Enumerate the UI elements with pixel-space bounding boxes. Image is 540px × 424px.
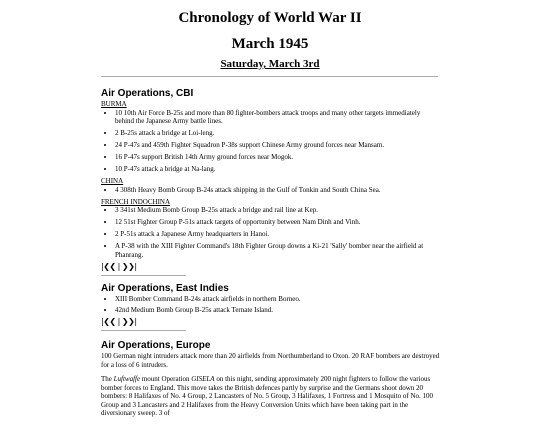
section-cbi	[101, 88, 441, 276]
section-divider	[101, 275, 186, 276]
europe-paragraph-1: 100 German night intruders attack more than 20 airfields from Northumberland to Oxon. 20 RAF bombers are destroyed for a loss of 6 intruders.	[101, 352, 440, 369]
list-item: • XIII Bomber Command B-24s attack airfields in northern Borneo.	[115, 295, 441, 304]
list-item: • 24 P-47s and 459th Fighter Squadron P-38s support Chinese Army ground forces near Mansam.	[115, 141, 441, 150]
page-title: Chronology of World War II	[178, 10, 362, 26]
section-divider	[101, 330, 186, 331]
nav-arrows	[101, 318, 441, 327]
section-heading-east-indies: Air Operations, East Indies	[101, 283, 229, 294]
list-burma	[101, 109, 441, 174]
section-heading-cbi: Air Operations, CBI	[101, 88, 194, 99]
list-item: • 4 308th Heavy Bomb Group B-24s attack shipping in the Gulf of Tonkin and South China Sea.	[115, 186, 441, 195]
prev-page-link[interactable]: ❮	[109, 317, 116, 326]
europe-p2-mid: mount Operation	[140, 375, 192, 383]
europe-paragraph-2	[101, 375, 441, 418]
nav-separator: |	[117, 262, 120, 271]
list-item: • 2 B-25s attack a bridge at Loi-leng.	[115, 129, 441, 138]
list-item: • 10 P-47s attack a bridge at Na-lang.	[115, 165, 441, 174]
list-item: • 2 P-51s attack a Japanese Army headquarters in Hanoi.	[115, 230, 441, 239]
luftwaffe-term: Luftwaffe	[113, 375, 141, 383]
first-page-link[interactable]: |❮	[101, 317, 110, 326]
top-divider	[101, 76, 438, 77]
next-page-link[interactable]: ❯	[121, 317, 129, 326]
nav-arrows	[101, 263, 441, 272]
operation-name: GISELA	[191, 375, 215, 383]
list-item: • 3 341st Medium Bomb Group B-25s attack a bridge and rail line at Kep.	[115, 206, 441, 215]
next-page-link[interactable]: ❯	[121, 262, 129, 271]
last-page-link[interactable]: ❯|	[128, 317, 137, 326]
list-indochina	[101, 206, 441, 259]
list-east-indies	[101, 295, 441, 314]
list-item: • 16 P-47s support British 14th Army ground forces near Mogok.	[115, 153, 441, 162]
last-page-link[interactable]: ❯|	[128, 262, 137, 271]
first-page-link[interactable]: |❮	[101, 262, 110, 271]
list-item: • A P-38 with the XIII Fighter Command's 18th Fighter Group downs a Ki-21 'Sally' bomber near the airfield at Phanrang.	[115, 242, 441, 259]
nav-separator: |	[117, 317, 120, 326]
list-item: • 42nd Medium Bomb Group B-25s attack Ternate Island.	[115, 306, 441, 315]
prev-page-link[interactable]: ❮	[109, 262, 116, 271]
section-heading-europe: Air Operations, Europe	[101, 340, 211, 351]
list-item: • 10 10th Air Force B-25s and more than 80 fighter-bombers attack troops and many other targets immediately behind the Japanese Army battle lines.	[115, 109, 441, 126]
europe-p2-prefix: The	[101, 375, 114, 383]
section-europe	[101, 340, 441, 424]
europe-p2-rest: on this night, sending approximately 200 night fighters to follow the various bomber forces to England. This move takes the British defences partly by surprise and the Germans shoot down 20 bombers: 8 Halifaxes of No. 4 Group, 2 Lancasters of No. 5 Group, 3 Halifaxes, 1 Fortress and 1 Mosquito of No. 100 Group and 3 Lancasters and 2 Halifaxes from the Heavy Conversion Units which have been taking part in the diversionary sweep. 3 of	[101, 375, 434, 417]
section-east-indies	[101, 283, 441, 331]
list-item: • 12 51st Fighter Group P-51s attack targets of opportunity between Nam Dinh and Vinh.	[115, 218, 441, 227]
list-china	[101, 186, 441, 195]
region-french-indochina: FRENCH INDOCHINA	[101, 197, 171, 206]
date-heading: Saturday, March 3rd	[220, 58, 320, 70]
region-china: CHINA	[101, 177, 124, 185]
month-title: March 1945	[231, 36, 309, 52]
region-burma: BURMA	[101, 100, 127, 108]
